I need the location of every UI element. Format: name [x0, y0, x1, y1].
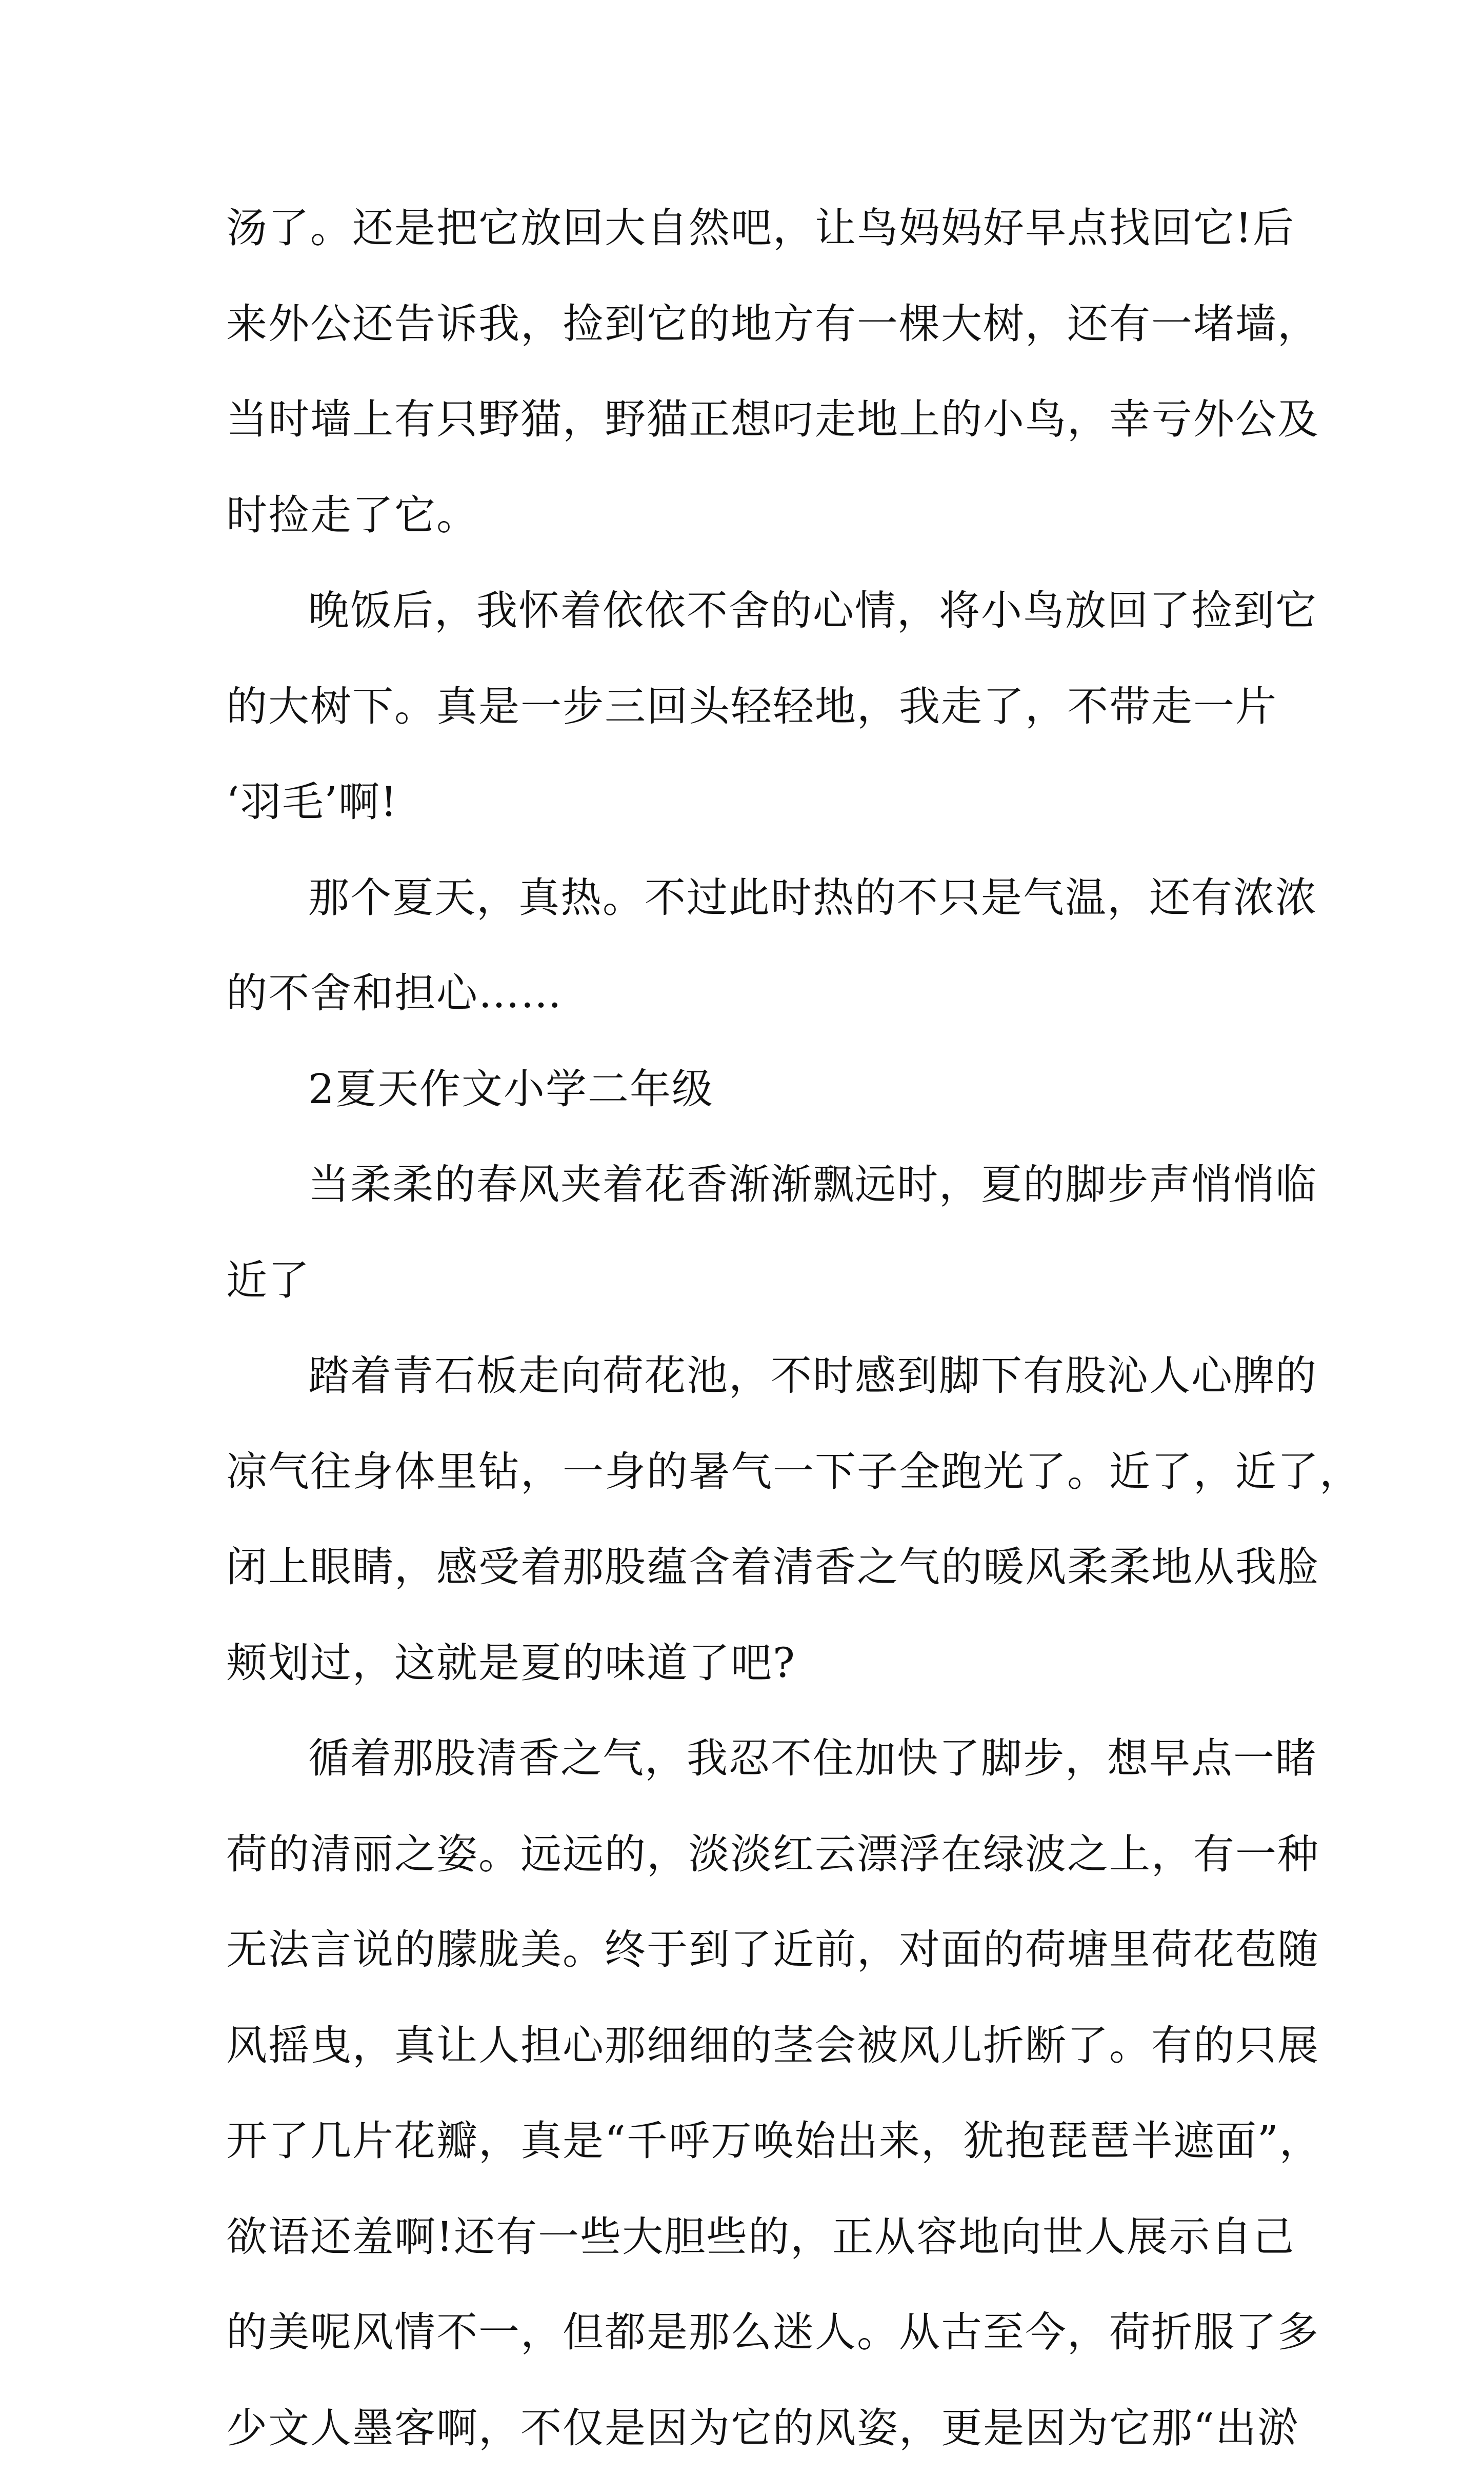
- text-line: 无法言说的朦胧美。终于到了近前，对面的荷塘里荷花苞随: [226, 1902, 1267, 1998]
- section-heading: 2夏天作文小学二年级: [226, 1042, 1267, 1137]
- text-line: 当时墙上有只野猫，野猫正想叼走地上的小鸟，幸亏外公及: [226, 372, 1267, 468]
- text-line: 闭上眼睛，感受着那股蕴含着清香之气的暖风柔柔地从我脸: [226, 1520, 1267, 1615]
- text-line: 时捡走了它。: [226, 468, 1267, 564]
- paragraph-start-line: 踏着青石板走向荷花池，不时感到脚下有股沁人心脾的: [226, 1328, 1267, 1424]
- text-line: 欲语还羞啊!还有一些大胆些的，正从容地向世人展示自己: [226, 2189, 1267, 2285]
- text-line: 的美呢风情不一，但都是那么迷人。从古至今，荷折服了多: [226, 2285, 1267, 2381]
- paragraph-start-line: 晚饭后，我怀着依依不舍的心情，将小鸟放回了捡到它: [226, 563, 1267, 659]
- paragraph-start-line: 循着那股清香之气，我忍不住加快了脚步，想早点一睹: [226, 1711, 1267, 1807]
- text-line: 的不舍和担心……: [226, 946, 1267, 1042]
- text-line: 近了: [226, 1233, 1267, 1329]
- body-text: [226, 181, 1267, 2476]
- text-line: 风摇曳，真让人担心那细细的茎会被风儿折断了。有的只展: [226, 1998, 1267, 2094]
- text-line: 开了几片花瓣，真是“千呼万唤始出来，犹抱琵琶半遮面”，: [226, 2093, 1267, 2189]
- paragraph-start-line: 当柔柔的春风夹着花香渐渐飘远时，夏的脚步声悄悄临: [226, 1137, 1267, 1233]
- text-line: 汤了。还是把它放回大自然吧，让鸟妈妈好早点找回它!后: [226, 181, 1267, 276]
- text-line: ‘羽毛’啊!: [226, 754, 1267, 850]
- paragraph-start-line: 那个夏天，真热。不过此时热的不只是气温，还有浓浓: [226, 850, 1267, 946]
- text-line: 来外公还告诉我，捡到它的地方有一棵大树，还有一堵墙，: [226, 276, 1267, 372]
- text-line: 少文人墨客啊，不仅是因为它的风姿，更是因为它那“出淤: [226, 2381, 1267, 2476]
- text-line: 凉气往身体里钻，一身的暑气一下子全跑光了。近了，近了，: [226, 1424, 1267, 1520]
- text-line: 颊划过，这就是夏的味道了吧?: [226, 1615, 1267, 1711]
- text-line: 的大树下。真是一步三回头轻轻地，我走了，不带走一片: [226, 659, 1267, 755]
- text-line: 荷的清丽之姿。远远的，淡淡红云漂浮在绿波之上，有一种: [226, 1807, 1267, 1903]
